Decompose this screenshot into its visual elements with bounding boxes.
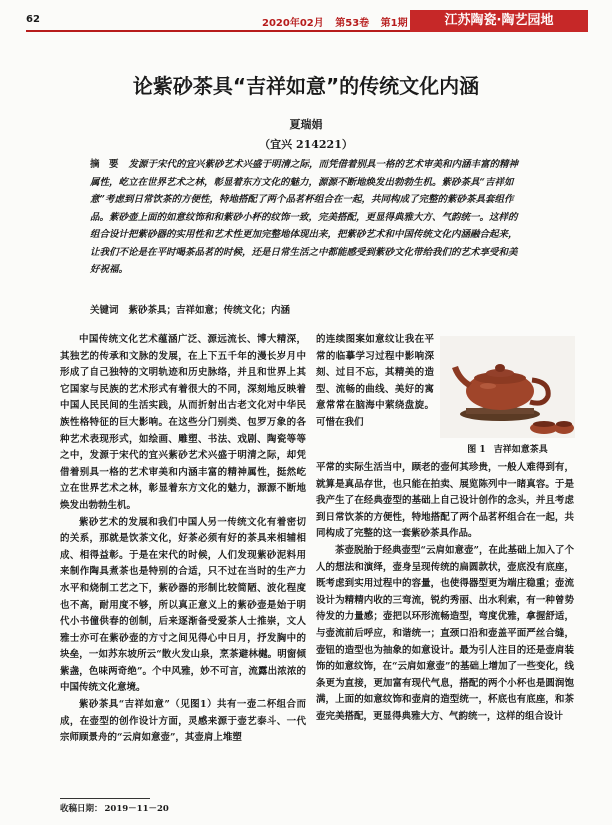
paragraph: 平常的实际生活当中，顾老的壶何其珍贵，一般人难得到有，就算是真品存世，也只能在拍卖、展览陈列中一睹真容。于是我产生了在经典壶型的基础上自己设计创作的念头，并且考虑到日常饮茶的方便性，特地搭配了两个品茗杯组合在一起，共同构成了完整的这一套紫砂茶具作品。	[316, 462, 574, 540]
page-number: 62	[26, 14, 40, 25]
journal-name: 江苏陶瓷·陶艺园地	[410, 10, 588, 32]
body-left-column	[60, 332, 306, 747]
issue-number: 第1期	[380, 18, 408, 29]
abstract-label: 摘 要	[90, 159, 119, 170]
paragraph: 茶壶脱胎于经典壶型“云肩如意壶”，在此基础上加入了个人的想法和演绎，壶身呈现传统的扁圆款状，壶底没有底座，既考虑到实用过程中的容量，也使得器型更为端庄稳重；壶流设计为精精内收的三弯流，锐约秀丽、出水利索，有一种曾势待发的力量感；壶把以环形流畅造型，弯度优雅，拿握舒适，与壶流前后呼应，和谐统一；直颈口沿和壶盖平面严丝合缝，壶钮的造型也为抽象的如意设计。最为引人注目的还是壶肩装饰的如意纹饰，在“云肩如意壶”的基础上增加了一些变化，线条更为直接，更加富有现代气息，搭配的两个小杯也是圆润饱满，上面的如意纹饰和壶肩的造型统一，杯底也有底座，和茶壶完美搭配，更显得典雅大方、气韵统一，这样的组合设计	[316, 544, 574, 722]
issue-volume: 第53卷	[335, 18, 370, 29]
keywords-label: 关键词	[90, 305, 119, 316]
received-label: 收稿日期：	[60, 804, 103, 814]
paragraph: 的连续图案如意纹让我在平常的临摹学习过程中影响深刻、过目不忘，其精美的造型、流畅的曲线、美好的寓意常常在脑海中萦绕盘旋。可惜在我们	[316, 334, 434, 428]
body-right-column-top	[316, 332, 434, 432]
author-affiliation: （宜兴 214221）	[259, 138, 353, 151]
article-title: 论紫砂茶具“吉祥如意”的传统文化内涵	[132, 74, 480, 98]
issue-date: 2020年02月	[262, 18, 324, 29]
keywords	[90, 303, 520, 319]
paragraph: 中国传统文化艺术蕴涵广泛、源远流长、博大精深，其独艺的传承和文脉的发展，在上下五千年的漫长岁月中形成了自己独特的文明轨迹和历史脉络，并且和世界上其它国家与民族的艺术形式有着很大的不同，深刻地反映着中国人民民间的生活实践，从而折射出古老文化对中华民族性格特征的巨大影响。在这些分门别类、包罗万象的各种艺术表现形式，如绘画、雕塑、书法、戏剧、陶瓷等等之中，发源于宋代的宜兴紫砂艺术兴盛于明清之际，却凭借着别具一格的艺术审美和内涵丰富的精神属性，挺然屹立在世界艺术之林，彰显着东方文化的魅力，源源不断地焕发出勃勃生机。	[60, 334, 306, 511]
figure-caption-text: 吉祥如意茶具	[493, 445, 548, 455]
abstract-text: 发源于宋代的宜兴紫砂艺术兴盛于明清之际，而凭借着别具一格的艺术审美和内涵丰富的精神属性，屹立在世界艺术之林，彰显着东方文化的魅力，源源不断地焕发出勃勃生机。紫砂茶具“吉祥如意”考虑到日常饮茶的方便性，特地搭配了两个品茗杯组合在一起，共同构成了完整的紫砂茶具套组作品。紫砂壶上面的如意纹饰和和紫砂小杯的纹饰一致，完美搭配，更显得典雅大方、气韵统一。这样的组合设计把紫砂器的实用性和艺术性更加完整地体现出来，把紫砂艺术和中国传统文化内涵融合起来，让我们不论是在平时喝茶品茗的时候，还是日常生活之中都能感受到紫砂文化带给我们的艺术享受和美好祝福。	[90, 159, 519, 275]
figure-caption-label: 图 1	[467, 445, 486, 455]
received-value: 2019－11－20	[104, 804, 169, 814]
article-author: 夏瑞娟	[289, 118, 323, 131]
figure-caption	[440, 442, 575, 455]
paragraph: 紫砂茶具“吉祥如意”（见图1）共有一壶二杯组合而成，在壶型的创作设计方面，灵感来源于壶艺泰斗、一代宗师顾景舟的“云肩如意壶”，其壶肩上堆塑	[60, 699, 306, 744]
body-right-column-bottom	[316, 460, 574, 726]
issue-info	[262, 14, 416, 29]
keywords-text: 紫砂茶具；吉祥如意；传统文化；内涵	[128, 305, 291, 316]
paragraph: 紫砂艺术的发展和我们中国人另一传统文化有着密切的关系，那就是饮茶文化，好茶必须有好的茶具来相辅相成、相得益彰。于是在宋代的时候，人们发现紫砂泥料用来制作陶具煮茶也是特别的合适，只不过在当时的生产力水平和烧制工艺之下，紫砂器的形制比较简陋、波化程度也不高，耐用度不够，所以真正意义上的紫砂壶是始于明代小书僮供春的创制，后来逐渐备受爱茶人士推崇，文人雅士亦可在紫砂壶的方寸之间见得心中日月，抒发胸中的块垒，一如苏东坡所云“散火发山泉，烹茶避林樾。明窗倾紫盏，色味两奇绝”。个中风雅，妙不可言，流露出浓浓的中国传统文化意境。	[60, 516, 306, 694]
received-date	[60, 802, 169, 814]
header-rule	[26, 30, 412, 32]
abstract	[90, 156, 520, 279]
footnote-rule	[60, 798, 150, 799]
teapot-photo	[440, 336, 575, 438]
